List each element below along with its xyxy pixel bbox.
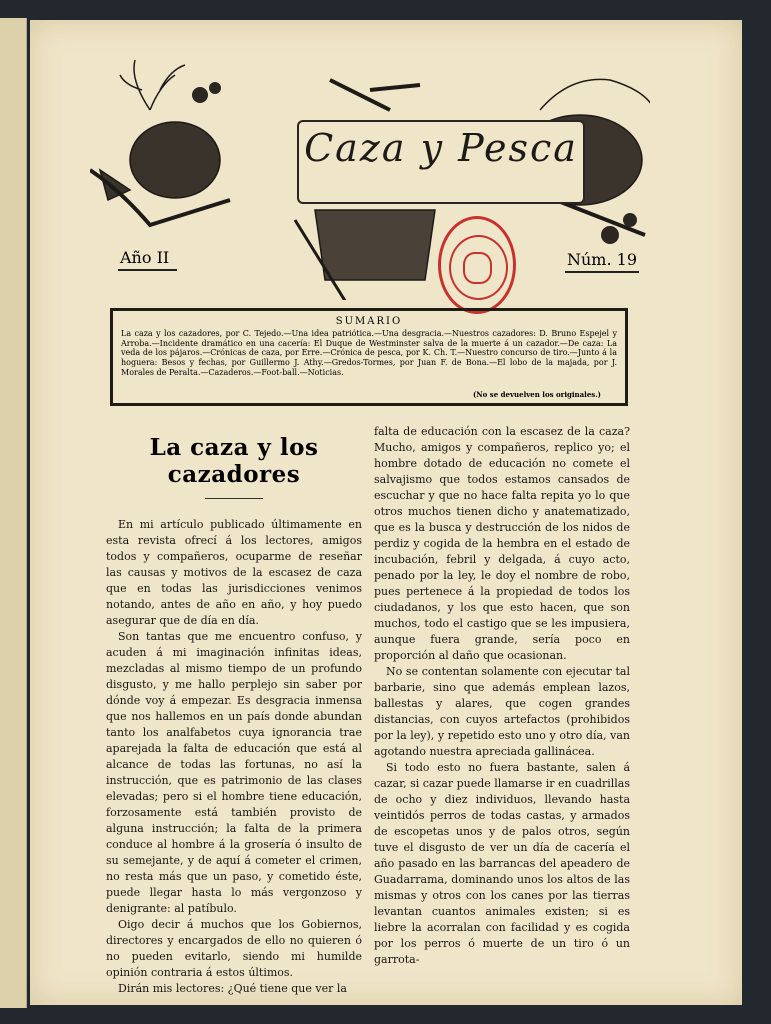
crossed-spears-icon: [330, 80, 420, 110]
previous-page-edge: [0, 18, 27, 1008]
crest-icon: [463, 252, 492, 284]
article-column-left: [106, 428, 362, 997]
magazine-title: Caza y Pesca: [304, 126, 578, 170]
paragraph: Son tantas que me encuentro confuso, y acuden á mi imaginación infinitas ideas, mezcladas al mismo tiempo de un profundo disgusto, y me hallo perplejo sin saber por dónde voy á empezar. Es desgracia inmensa que nos hallemos en un país donde abundan tanto los analfabetos cuya ignorancia trae aparejada la falta de educación que está al alcance de todas las fortunas, no así la instrucción, que es patrimonio de las clases elevadas; pero si el hombre tiene educación, forzosamente está también provisto de alguna instrucción; la falta de la primera conduce al hombre á la grosería ó insulto de su semejante, y de aquí á cometer el crimen, no resta más que un paso, y cometido éste, puede llegar hasta lo más vergonzoso y denigrante: al patíbulo.: [106, 630, 362, 915]
paragraph: Dirán mis lectores: ¿Qué tiene que ver la: [118, 982, 347, 995]
paragraph: Si todo esto no fuera bastante, salen á cazar, si cazar puede llamarse ir en cuadrillas de ocho y diez individuos, llevando hasta veintidós perros de todas castas, y armados de escopetas unos y de palos otros, según tuve el disgusto de ver un día de cacería el año pasado en las barrancas del apeadero de Guadarrama, dominando unos los altos de las mismas y otros con los canes por las tierras levantan cuantos animales existen; si es liebre la acorralan con facilidad y es cogida por los perros ó muerte de un tiro ó un garrota-: [374, 761, 631, 966]
article-column-right: [374, 424, 630, 968]
summary-heading: SUMARIO: [335, 316, 403, 327]
paragraph: Oigo decir á muchos que los Gobiernos, directores y encargados de ello no quieren ó no pueden evitarlo, siendo mi humilde opinión contraria á estos últimos.: [106, 918, 362, 979]
summary-text: La caza y los cazadores, por C. Tejedo.—Una idea patriótica.—Una desgracia.—Nuestros cazadores: D. Bruno Espejel y Arroba.—Incidente dramático en una cacería: El Duque de Westminster salva de la muerte á un cazador.—De caza: La veda de los pájaros.—Crónicas de caza, por Erre.—Crónica de pesca, por K. Ch. T.—Nuestro concurso de tiro.—Junto á la hoguera: Besos y fechas, por Guillermo J. Athy.—Gredos-Tormes, por Juan F. de Bona.—El lobo de la majada, por J. Morales de Peralta.—Cazaderos.—Foot-ball.—Noticias.: [121, 329, 617, 377]
library-stamp: [438, 216, 516, 314]
magazine-page: [30, 20, 742, 1005]
title-banner: [297, 120, 585, 204]
issue-number: Núm. 19: [565, 250, 639, 273]
paragraph: En mi artículo publicado últimamente en esta revista ofrecí á los lectores, amigos todos y compañeros, ocuparme de reseñar las causas y motivos de la escasez de caza que en todas las jurisdicciones venimos notando, antes de año en año, y hoy puedo asegurar que de día en día.: [106, 518, 362, 627]
article-title: La caza y los cazadores: [149, 434, 319, 488]
paragraph: falta de educación con la escasez de la caza? Mucho, amigos y compañeros, replico yo; el hombre dotado de educación no comete el salvajismo que todos estamos cansados de escuchar y que no hace falta repita yo lo que otros muchos tienen dicho y anatematizado, que es la busca y destrucción de los nidos de perdiz y cogida de la hembra en el estado de incubación, febril y delgada, á cuyo acto, penado por la ley, le doy el nombre de robo, pues pertenece á la propiedad de todos los ciudadanos, y los que esto hacen, que son muchos, todo el castigo que se les impusiera, aunque fuera grande, sería poco en proporción al daño que ocasionan.: [374, 425, 630, 662]
title-divider: [205, 498, 263, 499]
paragraph: No se contentan solamente con ejecutar tal barbarie, sino que además emplean lazos, ballestas y alares, que cogen grandes distancias, con cuyos artefactos (prohibidos por la ley), y repetido esto uno y otro día, van agotando nuestra apreciada gallinácea.: [374, 665, 630, 758]
stag-head-icon: [100, 60, 220, 200]
summary-box: [110, 308, 628, 406]
issue-year: Año II: [118, 248, 177, 271]
game-bag-icon: [295, 210, 435, 300]
summary-note: (No se devuelven los originales.): [472, 390, 601, 399]
